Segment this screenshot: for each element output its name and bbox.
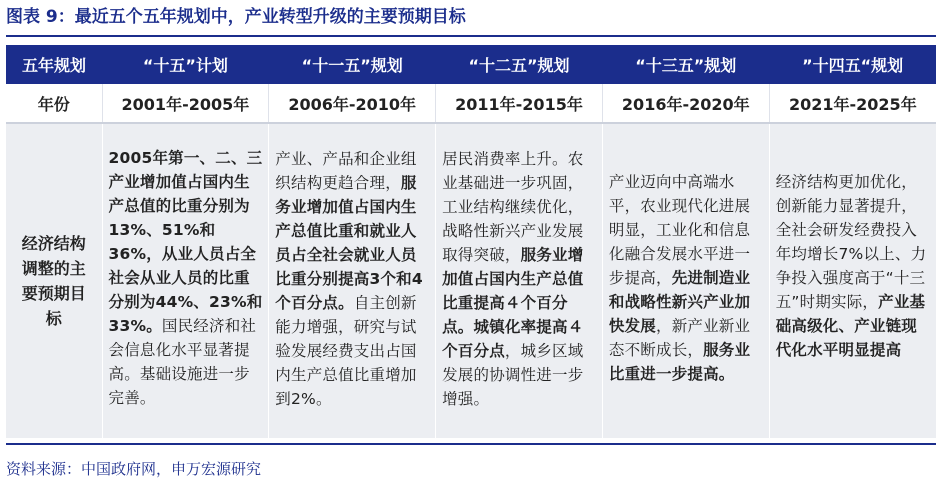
targets-row <box>6 123 936 438</box>
cell-text <box>603 124 769 386</box>
cell-text-bold: 2005年第一、二、三产业增加值占国内生产总值的比重分别为13%、51%和36%，从业人员占全社会从业人员的比重分别为44%、23%和33%。 <box>108 149 263 335</box>
figure-title: 图表 9：最近五个五年规划中，产业转型升级的主要预期目标 <box>6 7 466 27</box>
header-cell: “十三五”规划 <box>602 45 769 84</box>
plan-cell <box>436 123 603 438</box>
bottom-divider <box>6 443 936 445</box>
cell-text-run: 居民消费率上升。农业基础进一步巩固，工业结构继续优化，战略性新兴产业发展取得突破， <box>442 150 584 264</box>
year-cell: 年份 <box>6 84 102 123</box>
plan-cell <box>769 123 936 438</box>
cell-text <box>436 124 602 411</box>
cell-text <box>770 124 936 362</box>
header-row <box>6 45 936 84</box>
header-cell: “十五”计划 <box>102 45 269 84</box>
header-cell: “十二五”规划 <box>436 45 603 84</box>
cell-text-run: 自主创新能力增强，研究与试验发展经费支出占国内生产总值比重增加到2%。 <box>275 294 417 408</box>
row-label-text: 经济结构调整的主要预期目标 <box>21 234 86 328</box>
cell-text <box>269 124 435 411</box>
header-cell: “十一五”规划 <box>269 45 436 84</box>
row-label <box>6 123 102 438</box>
cell-text-run: ，新产业新业态不断成长， <box>608 317 751 359</box>
header-cell: ”十四五“规划 <box>769 45 936 84</box>
plan-cell <box>102 123 269 438</box>
year-cell: 2006年-2010年 <box>269 84 436 123</box>
header-cell: 五年规划 <box>6 45 102 84</box>
cell-text-bold: 服务业比重进一步提高。 <box>608 341 751 383</box>
year-cell: 2011年-2015年 <box>436 84 603 123</box>
cell-text-run: 产业迈向中高端水平，农业现代化进展明显，工业化和信息化融合发展水平进一步提高， <box>608 173 751 287</box>
cell-text-run: ，城乡区域发展的协调性进一步增强。 <box>442 342 584 408</box>
years-row <box>6 84 936 123</box>
year-cell: 2021年-2025年 <box>769 84 936 123</box>
cell-text-run: 产业、产品和企业组织结构更趋合理， <box>275 150 417 192</box>
year-cell: 2016年-2020年 <box>602 84 769 123</box>
plan-table <box>6 45 936 438</box>
cell-text <box>103 124 269 410</box>
title-divider <box>6 35 936 37</box>
cell-text-bold: 产业基础高级化、产业链现代化水平明显提高 <box>775 293 926 359</box>
plan-cell <box>602 123 769 438</box>
cell-text-bold: 服务业增加值占国内生产总值比重和就业人员占全社会就业人员比重分别提高3个和4个百分点。 <box>275 174 423 312</box>
cell-text-run: 经济结构更加优化，创新能力显著提升，全社会研发经费投入年均增长7%以上、力争投入强度高于“十三五”时期实际， <box>775 173 927 311</box>
cell-text-run: 国民经济和社会信息化水平显著提高。基础设施进一步完善。 <box>108 317 257 407</box>
source-note: 资料来源：中国政府网，申万宏源研究 <box>6 460 262 478</box>
cell-text-bold: 先进制造业和战略性新兴产业加快发展 <box>608 269 751 335</box>
plan-cell <box>269 123 436 438</box>
cell-text-bold: 服务业增加值占国内生产总值比重提高４个百分点。城镇化率提高４个百分点 <box>442 246 584 360</box>
year-cell: 2001年-2005年 <box>102 84 269 123</box>
